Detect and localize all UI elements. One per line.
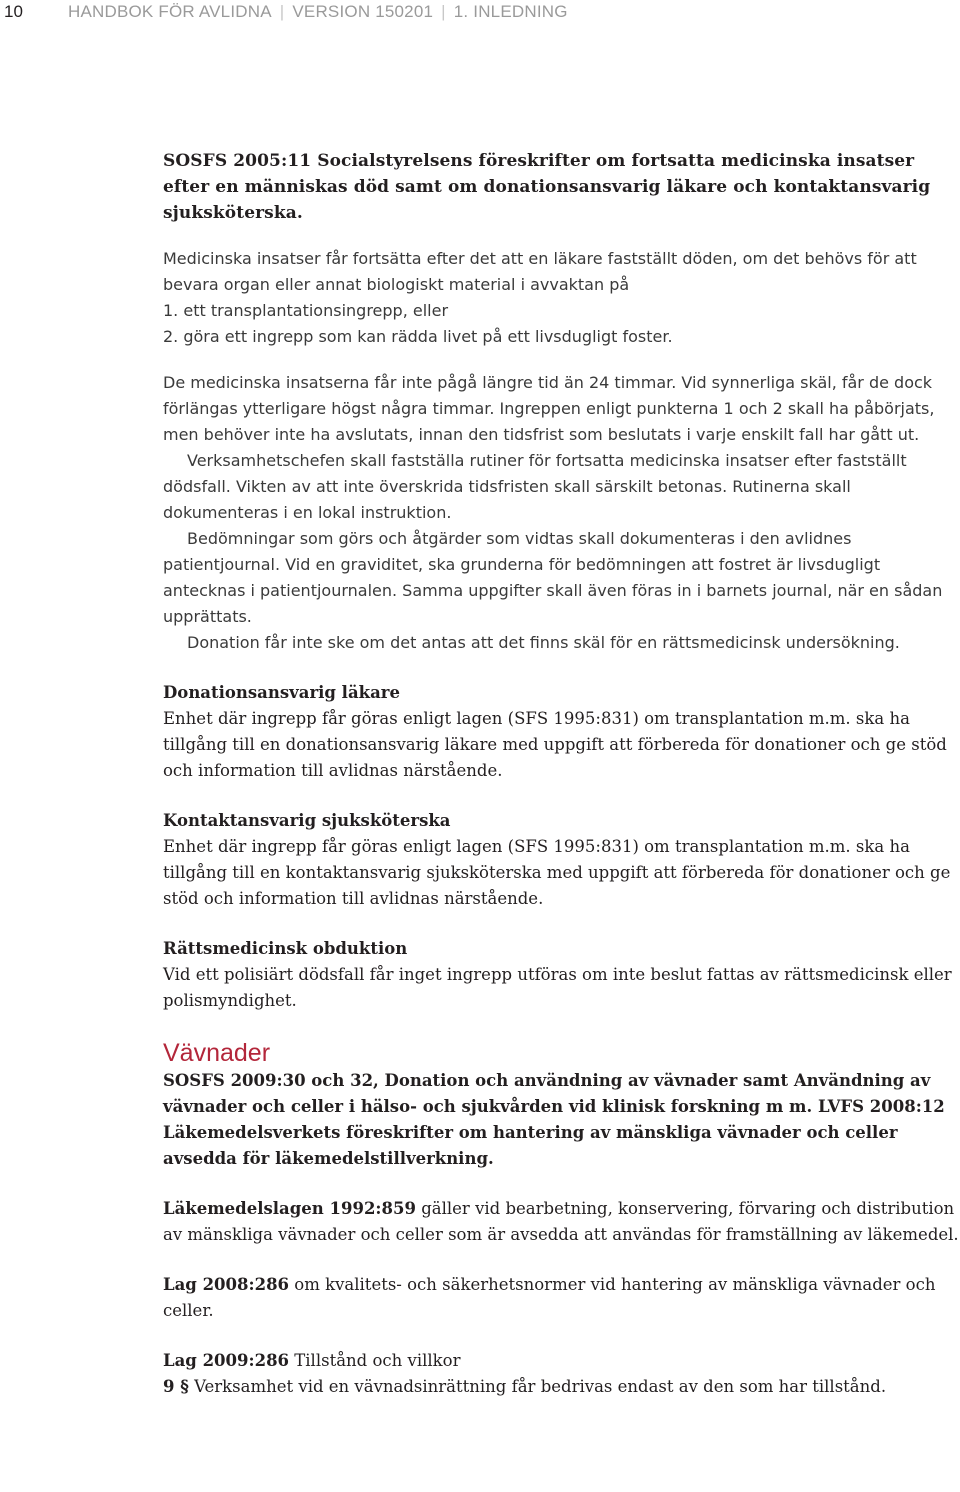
header-separator: | <box>441 2 446 21</box>
page-body <box>163 148 960 1400</box>
list-item-2: 2. göra ett ingrepp som kan rädda livet på ett livsdugligt foster. <box>163 327 673 346</box>
kontaktansvarig-text: Enhet där ingrepp får göras enligt lagen (SFS 1995:831) om transplantation m.m. ska ha tillgång till en kontaktansvarig sjuksköterska med uppgift att förbereda för donationer och ge stöd och information till avlidnas närstående. <box>163 837 951 908</box>
body-paragraph-3: Bedömningar som görs och åtgärder som vidtas skall dokumenteras i den avlidnes patientjournal. Vid en graviditet, ska grunderna för bedömningen att fostret är livsdugligt antecknas i patientjournalen. Samma uppgifter skall även föras in i barnets journal, när en sådan upprättats. <box>163 529 943 626</box>
book-title: HANDBOK FÖR AVLIDNA <box>68 2 272 21</box>
paragraph-9-text: Verksamhet vid en vävnadsinrättning får bedrivas endast av den som har tillstånd. <box>188 1377 887 1396</box>
spacer <box>163 226 960 246</box>
rattsmedicinsk-heading: Rättsmedicinsk obduktion <box>163 939 408 958</box>
spacer <box>163 1014 960 1038</box>
running-title <box>68 0 568 24</box>
header-separator: | <box>279 2 285 21</box>
intro-paragraph: Medicinska insatser får fortsätta efter det att en läkare fastställt döden, om det behövs för att bevara organ eller annat biologiskt material i avvaktan på <box>163 249 917 294</box>
spacer <box>163 656 960 680</box>
lag-2008-text: om kvalitets- och säkerhetsnormer vid hantering av mänskliga vävnader och celler. <box>163 1275 936 1320</box>
spacer <box>163 1248 960 1272</box>
lag-2009-ref: Lag 2009:286 <box>163 1351 290 1370</box>
section-title-vavnader: Vävnader <box>163 1039 271 1067</box>
page-number: 10 <box>4 2 23 21</box>
paragraph-9 <box>163 1374 960 1400</box>
body-paragraph-4: Donation får inte ske om det antas att det finns skäl för en rättsmedicinsk undersökning. <box>187 633 900 652</box>
lakemedelslagen-ref: Läkemedelslagen 1992:859 <box>163 1199 416 1218</box>
spacer <box>163 784 960 808</box>
chapter-label: 1. INLEDNING <box>453 2 568 21</box>
donationsansvarig-text: Enhet där ingrepp får göras enligt lagen (SFS 1995:831) om transplantation m.m. ska ha tillgång till en donationsansvarig läkare med uppgift att förbereda för donationer och ge stöd och information till avlidnas närstående. <box>163 709 947 780</box>
lag-2008-ref: Lag 2008:286 <box>163 1275 290 1294</box>
list-item-1: 1. ett transplantationsingrepp, eller <box>163 301 449 320</box>
lag-2009-text: Tillstånd och villkor <box>289 1351 461 1370</box>
body-paragraph-2: Verksamhetschefen skall fastställa rutiner för fortsatta medicinska insatser efter fastställt dödsfall. Vikten av att inte överskrida tidsfristen skall särskilt betonas. Rutinerna skall dokumenteras i en lokal instruktion. <box>163 451 907 522</box>
vavnader-regulations: SOSFS 2009:30 och 32, Donation och användning av vävnader samt Användning av vävnader och celler i hälso- och sjukvården vid klinisk forskning m m. LVFS 2008:12 Läkemedelsverkets föreskrifter om hantering av mänskliga vävnader och celler avsedda för läkemedelstillverkning. <box>163 1071 945 1168</box>
donationsansvarig-heading: Donationsansvarig läkare <box>163 683 400 702</box>
spacer <box>163 912 960 936</box>
spacer <box>163 350 960 370</box>
lag-2009-paragraph <box>163 1348 960 1374</box>
paragraph-9-ref: 9 § <box>163 1377 189 1396</box>
lakemedelslagen-paragraph <box>163 1196 960 1248</box>
lakemedelslagen-text: gäller vid bearbetning, konservering, förvaring och distribution av mänskliga vävnader och celler som är avsedda att användas för framställning av läkemedel. <box>163 1199 959 1244</box>
sosfs-2005-title: SOSFS 2005:11 Socialstyrelsens föreskrifter om fortsatta medicinska insatser efter en människas död samt om donationsansvarig läkare och kontaktansvarig sjuksköterska. <box>163 151 931 223</box>
spacer <box>163 1324 960 1348</box>
running-header <box>0 0 960 28</box>
lag-2008-paragraph <box>163 1272 960 1324</box>
body-paragraph-1: De medicinska insatserna får inte pågå längre tid än 24 timmar. Vid synnerliga skäl, får de dock förlängas ytterligare högst några timmar. Ingreppen enligt punkterna 1 och 2 skall ha påbörjats, men behöver inte ha avslutats, innan den tidsfrist som beslutats i varje enskilt fall har gått ut. <box>163 373 935 444</box>
spacer <box>163 1172 960 1196</box>
kontaktansvarig-heading: Kontaktansvarig sjuksköterska <box>163 811 451 830</box>
version-label: VERSION 150201 <box>292 2 434 21</box>
rattsmedicinsk-text: Vid ett polisiärt dödsfall får inget ingrepp utföras om inte beslut fattas av rättsmedicinsk eller polismyndighet. <box>163 965 952 1010</box>
